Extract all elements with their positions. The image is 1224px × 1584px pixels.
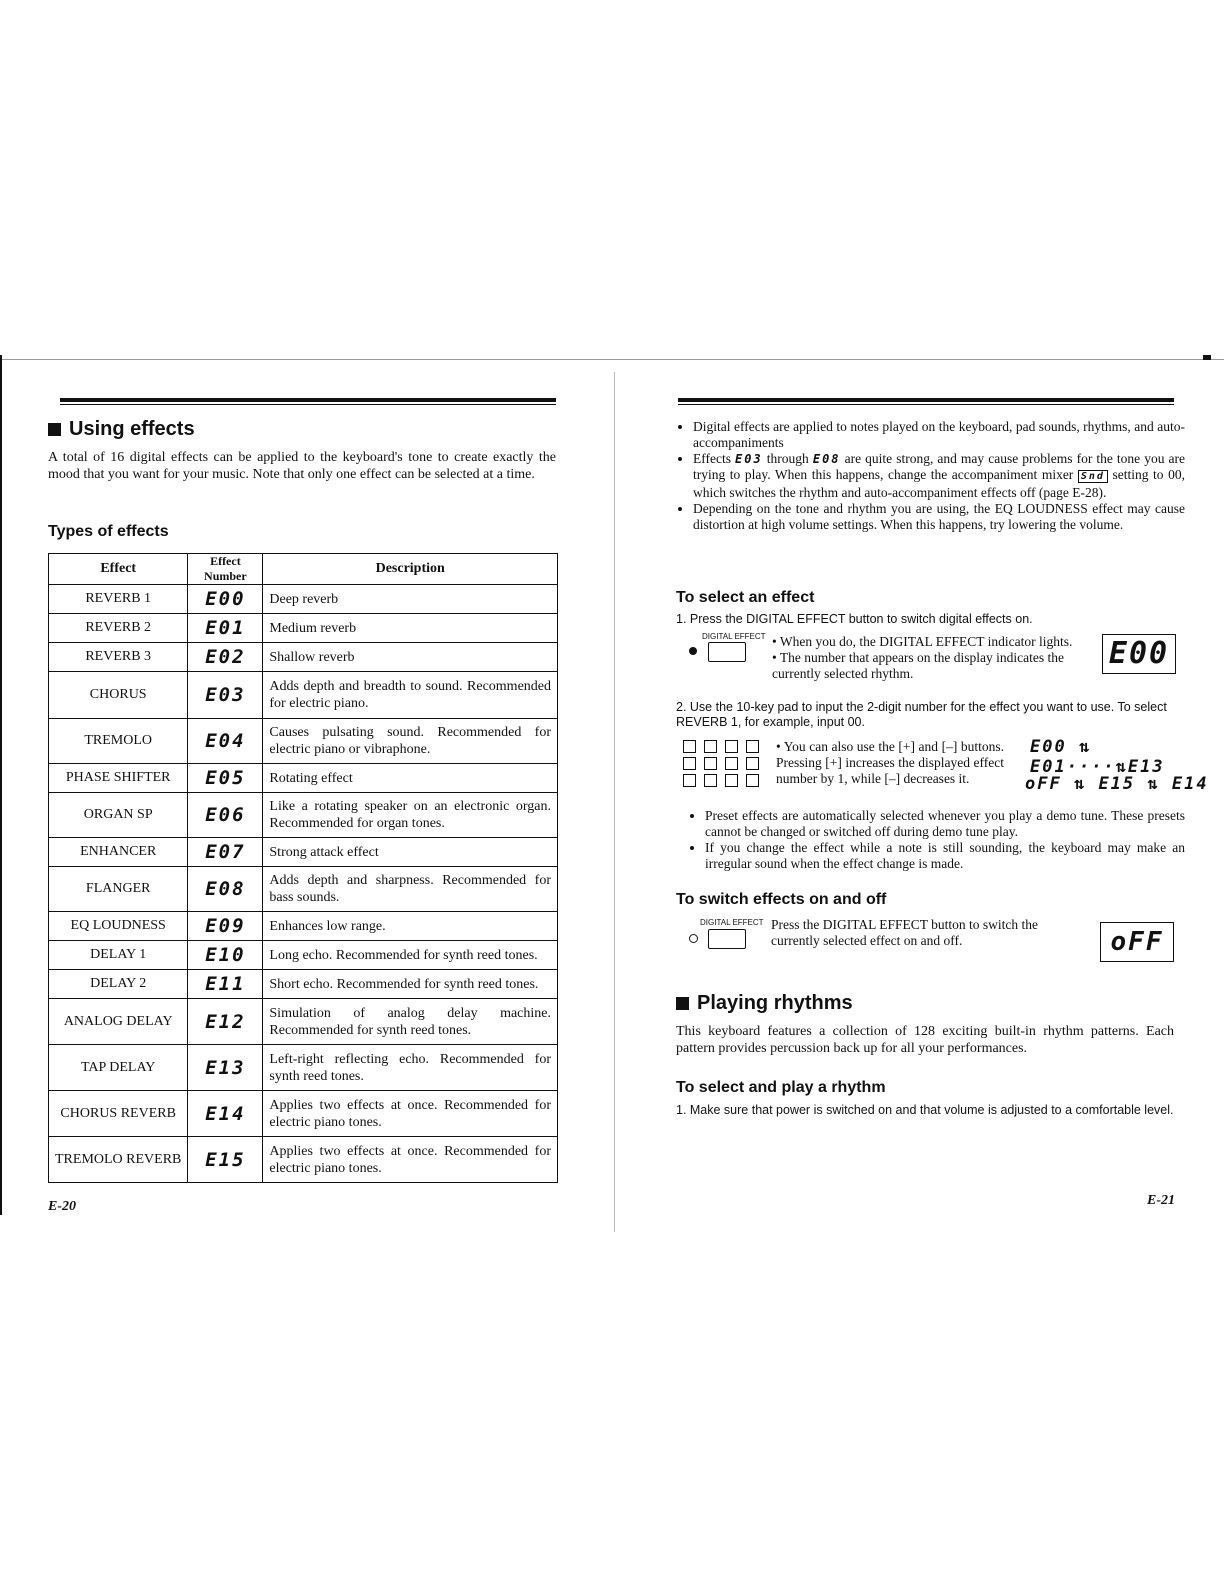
- effect-description: Adds depth and breadth to sound. Recommended for electric piano.: [263, 672, 558, 719]
- table-row: [49, 764, 558, 793]
- up-down-arrow-icon: ⇅: [1066, 737, 1092, 757]
- effect-number: E09: [188, 912, 263, 941]
- indicator-on-icon: [689, 647, 697, 655]
- effect-name: REVERB 2: [49, 614, 188, 643]
- effect-name: ENHANCER: [49, 838, 188, 867]
- subsection-select-rhythm: To select and play a rhythm: [676, 1079, 886, 1096]
- lcd-e08: E08: [812, 452, 841, 466]
- table-row: [49, 941, 558, 970]
- bullet2-text-pre: Effects: [693, 451, 731, 466]
- up-down-arrow-icon: ⇅: [1135, 774, 1172, 794]
- seq-display: E15: [1098, 774, 1136, 794]
- effect-description: Medium reverb: [263, 614, 558, 643]
- table-row: [49, 1137, 558, 1183]
- effect-description: Long echo. Recommended for synth reed tones.: [263, 941, 558, 970]
- table-row: [49, 999, 558, 1045]
- section-title-using-effects: Using effects: [48, 418, 195, 441]
- table-row: [49, 672, 558, 719]
- effect-number: E15: [188, 1137, 263, 1183]
- table-row: [49, 643, 558, 672]
- effect-name: FLANGER: [49, 867, 188, 912]
- page-divider: [614, 372, 615, 1232]
- lcd-snd: Snd: [1078, 470, 1108, 483]
- step1-note-text: The number that appears on the display indicates the currently selected rhythm.: [772, 650, 1065, 681]
- ten-key-pad-icon: [683, 740, 767, 791]
- effect-description: Causes pulsating sound. Recommended for electric piano or vibraphone.: [263, 719, 558, 764]
- page-number-left: E-20: [48, 1199, 76, 1214]
- effect-number: E01: [188, 614, 263, 643]
- effect-name: CHORUS: [49, 672, 188, 719]
- header-effect-number: Effect Number: [188, 554, 263, 585]
- seq-display: oFF: [1025, 774, 1062, 794]
- effect-name: TAP DELAY: [49, 1045, 188, 1091]
- header-rule-right: [678, 398, 1174, 402]
- select-step-2: 2. Use the 10-key pad to input the 2-digit number for the effect you want to use. To select REVERB 1, for example, input 00.: [676, 700, 1167, 729]
- section-title-playing-rhythms: Playing rhythms: [676, 992, 853, 1015]
- header-description: Description: [263, 554, 558, 585]
- effect-description: Deep reverb: [263, 585, 558, 614]
- effect-number: E08: [188, 867, 263, 912]
- effect-number: E02: [188, 643, 263, 672]
- ellipsis-arrow-icon: ····⇅: [1066, 757, 1128, 777]
- seq-display: E01: [1030, 757, 1067, 777]
- rhythm-step-1: 1. Make sure that power is switched on and that volume is adjusted to a comfortable level.: [676, 1103, 1174, 1117]
- table-row: [49, 585, 558, 614]
- header-rule: [60, 398, 556, 402]
- display-e00: E00: [1102, 634, 1176, 674]
- effect-description: Applies two effects at once. Recommended for electric piano tones.: [263, 1137, 558, 1183]
- effect-description: Short echo. Recommended for synth reed tones.: [263, 970, 558, 999]
- table-row: [49, 1091, 558, 1137]
- effect-number: E10: [188, 941, 263, 970]
- table-row: [49, 970, 558, 999]
- plus-minus-text: • You can also use the [+] and [–] buttons. Pressing [+] increases the displayed effect number by 1, while [–] decreases it.: [776, 739, 1004, 786]
- bullet2-text-post: are quite strong, and may cause problems for the tone you are trying to play. When this happens, change the accompaniment mixer: [693, 451, 1186, 482]
- bullet2-text-mid: through: [766, 451, 809, 466]
- table-row: [49, 614, 558, 643]
- up-down-arrow-icon: ⇅: [1061, 774, 1099, 794]
- table-row: [49, 1045, 558, 1091]
- step1-notes: [772, 634, 1082, 682]
- digital-effect-label: DIGITAL EFFECT: [702, 632, 766, 641]
- list-item: • Digital effects are applied to notes played on the keyboard, pad sounds, rhythms, and auto-accompaniments: [693, 419, 1185, 451]
- effect-description: Rotating effect: [263, 764, 558, 793]
- list-item: • The number that appears on the display indicates the currently selected rhythm.: [772, 650, 1065, 681]
- effect-number: E05: [188, 764, 263, 793]
- effect-description: Enhances low range.: [263, 912, 558, 941]
- effect-description: Left-right reflecting echo. Recommended for synth reed tones.: [263, 1045, 558, 1091]
- effect-name: TREMOLO REVERB: [49, 1137, 188, 1183]
- scan-mark: [1203, 355, 1211, 360]
- scan-border-left: [0, 355, 2, 1215]
- effect-name: DELAY 2: [49, 970, 188, 999]
- effect-name: REVERB 1: [49, 585, 188, 614]
- effect-number: E13: [188, 1045, 263, 1091]
- effect-name: PHASE SHIFTER: [49, 764, 188, 793]
- list-item: • Preset effects are automatically selected whenever you play a demo tune. These presets cannot be changed or switched off during demo tune play.: [705, 808, 1185, 840]
- list-item: • When you do, the DIGITAL EFFECT indicator lights.: [772, 634, 1073, 649]
- header-rule-thin-right: [678, 404, 1174, 405]
- digital-effect-button-2[interactable]: [708, 929, 746, 949]
- effect-name: DELAY 1: [49, 941, 188, 970]
- display-off: oFF: [1100, 922, 1174, 962]
- effect-number: E07: [188, 838, 263, 867]
- list-item: • Depending on the tone and rhythm you are using, the EQ LOUDNESS effect may cause distortion at high volume settings. When this happens, try lowering the volume.: [693, 501, 1185, 533]
- effect-description: Shallow reverb: [263, 643, 558, 672]
- digital-effect-label-2: DIGITAL EFFECT: [700, 918, 764, 927]
- header-effect: Effect: [49, 554, 188, 585]
- table-row: [49, 719, 558, 764]
- effect-number: E12: [188, 999, 263, 1045]
- effect-number: E06: [188, 793, 263, 838]
- display-sequence-bottom: [1025, 774, 1209, 794]
- table-row: [49, 838, 558, 867]
- effect-number: E11: [188, 970, 263, 999]
- effect-number: E00: [188, 585, 263, 614]
- effect-description: Adds depth and sharpness. Recommended for bass sounds.: [263, 867, 558, 912]
- effect-description: Simulation of analog delay machine. Recommended for synth reed tones.: [263, 999, 558, 1045]
- effect-name: REVERB 3: [49, 643, 188, 672]
- table-header-row: [49, 554, 558, 585]
- effect-name: ORGAN SP: [49, 793, 188, 838]
- scan-border-top: [0, 359, 1224, 360]
- bullet2-text-tail: setting to 00, which switches the rhythm and auto-accompaniment effects off (page E-28).: [693, 467, 1185, 500]
- display-sequence-top: [1030, 737, 1224, 777]
- subsection-types-of-effects: Types of effects: [48, 523, 169, 540]
- effects-intro: A total of 16 digital effects can be applied to the keyboard's tone to create exactly the mood that you want for your music. Note that only one effect can be selected at a time.: [48, 450, 556, 482]
- list-item: [693, 451, 1185, 501]
- list-item: • If you change the effect while a note is still sounding, the keyboard may make an irregular sound when the effect change is made.: [705, 840, 1185, 872]
- table-row: [49, 793, 558, 838]
- seq-display: E13: [1127, 757, 1165, 777]
- step1-note-text: When you do, the DIGITAL EFFECT indicator lights.: [779, 634, 1073, 649]
- page-number-right: E-21: [1147, 1193, 1175, 1208]
- effect-number: E03: [188, 672, 263, 719]
- effect-description: Like a rotating speaker on an electronic organ. Recommended for organ tones.: [263, 793, 558, 838]
- rhythms-intro: This keyboard features a collection of 128 exciting built-in rhythm patterns. Each pattern provides percussion back up for all your performances.: [676, 1024, 1174, 1056]
- select-step-1: 1. Press the DIGITAL EFFECT button to switch digital effects on.: [676, 612, 1033, 626]
- subsection-select-effect: To select an effect: [676, 589, 815, 606]
- effect-number: E14: [188, 1091, 263, 1137]
- effect-name: TREMOLO: [49, 719, 188, 764]
- digital-effect-button[interactable]: [708, 642, 746, 662]
- effect-name: CHORUS REVERB: [49, 1091, 188, 1137]
- effects-notes-list: [676, 419, 1185, 533]
- table-row: [49, 912, 558, 941]
- table-row: [49, 867, 558, 912]
- effects-table: [48, 553, 558, 1183]
- indicator-off-icon: [689, 934, 698, 943]
- effect-description: Applies two effects at once. Recommended for electric piano tones.: [263, 1091, 558, 1137]
- switch-text: Press the DIGITAL EFFECT button to switch the currently selected effect on and off.: [771, 917, 1039, 948]
- effect-name: EQ LOUDNESS: [49, 912, 188, 941]
- lcd-e03: E03: [735, 452, 763, 466]
- preset-notes-list: [688, 808, 1185, 872]
- header-rule-thin: [60, 404, 556, 405]
- effect-description: Strong attack effect: [263, 838, 558, 867]
- effect-name: ANALOG DELAY: [49, 999, 188, 1045]
- subsection-switch-effects: To switch effects on and off: [676, 891, 887, 908]
- seq-display: E14: [1171, 774, 1209, 794]
- seq-display: E00: [1030, 737, 1067, 757]
- effect-number: E04: [188, 719, 263, 764]
